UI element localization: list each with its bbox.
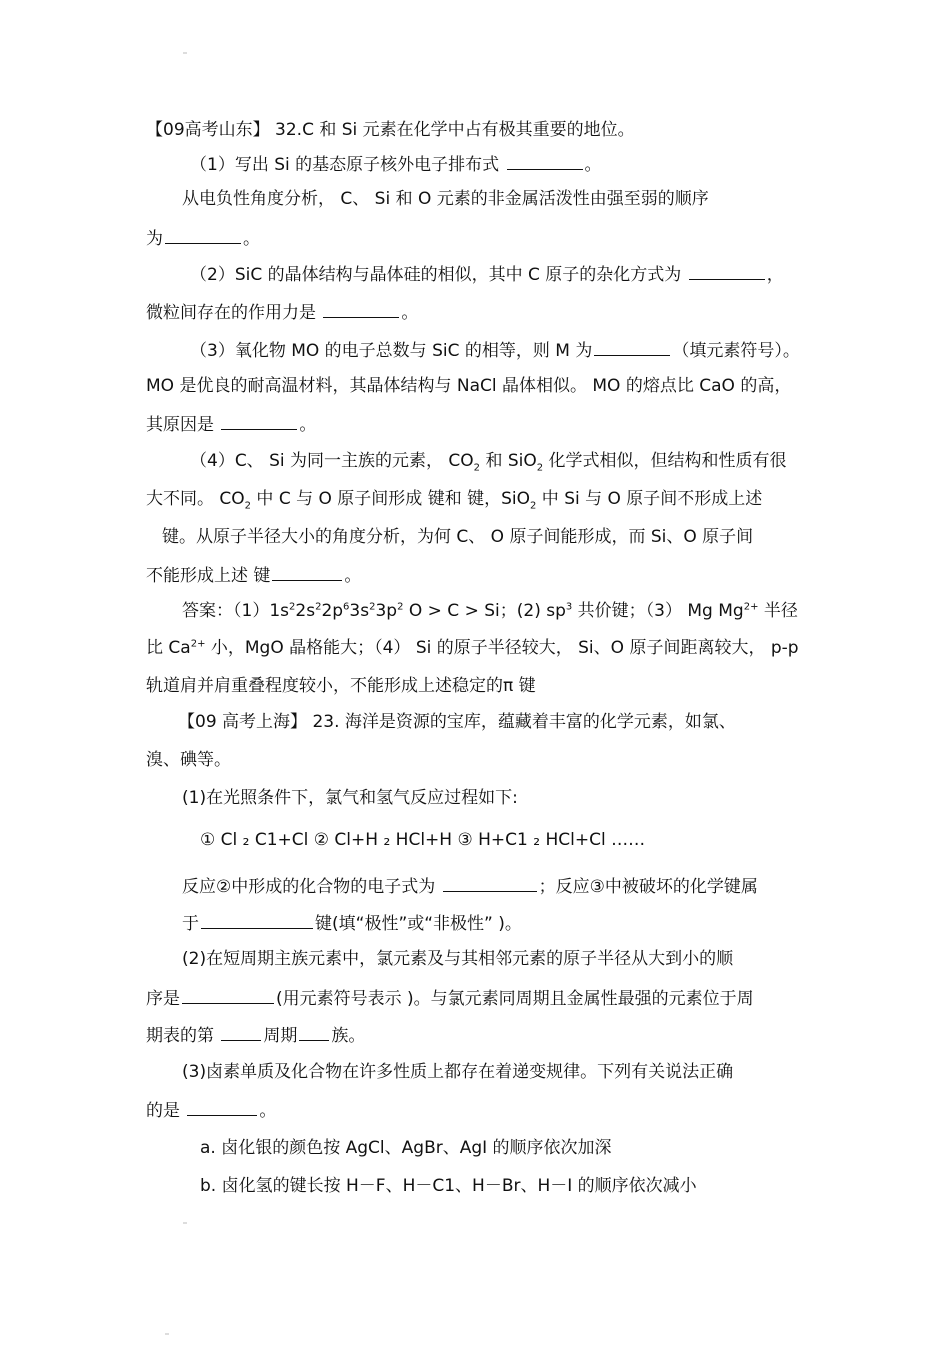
text: 轨道肩并肩重叠程度较小，不能形成上述稳定的π 键 <box>146 676 536 696</box>
answer-blank-radius-order[interactable] <box>182 986 274 1004</box>
answer-blank-element-m[interactable] <box>594 338 670 356</box>
text: 反应②中形成的化合物的电子式为 <box>182 877 441 897</box>
answer-blank-bond-type[interactable] <box>201 911 313 929</box>
text: 2 <box>315 601 322 613</box>
q2-part2-line1 <box>182 948 733 970</box>
text: (用元素符号表示 )。与氯元素同周期且金属性最强的元素位于周 <box>276 989 754 1009</box>
q1-part4-line3 <box>162 526 753 548</box>
q1-part4-line1 <box>190 450 787 472</box>
text: 的是 <box>146 1101 186 1121</box>
text: （填元素符号）。 <box>672 341 800 361</box>
text: 键(填“极性”或“非极性” )。 <box>315 914 522 934</box>
text: ① Cl ₂ C1+Cl ② Cl+H ₂ HCl+H ③ H+C1 ₂ HCl+Cl …… <box>200 830 646 850</box>
text: 微粒间存在的作用力是 <box>146 303 322 323</box>
text: 3p <box>375 601 398 621</box>
q2-part3-line2 <box>146 1098 276 1122</box>
answer-blank-interaction[interactable] <box>323 300 399 318</box>
text: 2 <box>244 500 252 512</box>
text: （2）SiC 的晶体结构与晶体硅的相似，其中 C 原子的杂化方式为 <box>190 265 687 285</box>
answer-line3 <box>146 675 536 697</box>
text: 序是 <box>146 989 180 1009</box>
text: MO 是优良的耐高温材料，其晶体结构与 NaCl 晶体相似。 MO 的熔点比 CaO 的高， <box>146 376 792 396</box>
q2-reactions <box>200 829 645 851</box>
text: O > C > Si；(2) sp <box>403 601 566 621</box>
answer-blank-activity-order[interactable] <box>165 226 241 244</box>
text: 。 <box>243 229 260 249</box>
q2-part1-line2 <box>182 874 758 898</box>
q2-part3-line1 <box>182 1061 733 1083</box>
q1-part1-line <box>190 152 602 176</box>
page-mark-top <box>183 52 187 54</box>
text: b. 卤化氢的键长按 H－F、H－C1、H－Br、H－I 的顺序依次减小 <box>200 1176 697 1196</box>
answer-line2 <box>146 637 799 659</box>
question2-header <box>178 711 736 733</box>
question2-header-line2 <box>146 749 231 771</box>
text: 2p <box>321 601 344 621</box>
answer-blank-period[interactable] <box>221 1023 261 1041</box>
text: 3 <box>565 601 573 613</box>
text: 于 <box>182 914 199 934</box>
text: 小，MgO 晶格能大；（4） Si 的原子半径较大， Si、O 原子间距离较大， p-p <box>205 638 799 658</box>
text: 中 C 与 O 原子间形成 键和 键，SiO <box>251 489 531 509</box>
question1-header-text: 【09高考山东】 32.C 和 Si 元素在化学中占有极其重要的地位。 <box>146 120 635 140</box>
text: 答案：（1）1s <box>182 601 289 621</box>
text: 2 <box>530 500 537 512</box>
text: 半径 <box>758 601 798 621</box>
text: (1)在光照条件下，氯气和氢气反应过程如下: <box>182 788 518 808</box>
q1-part3-line1 <box>190 338 800 362</box>
text: 2s <box>295 601 316 621</box>
text: 2 <box>397 601 404 613</box>
text: 6 <box>343 601 350 613</box>
q2-part2-line2 <box>146 986 754 1010</box>
answer-line1 <box>182 600 798 622</box>
text: 。 <box>401 303 419 323</box>
q1-part4-line2 <box>146 488 762 510</box>
text: 3s <box>349 601 370 621</box>
text: 。 <box>584 155 602 175</box>
answer-blank-electron-formula[interactable] <box>443 874 537 892</box>
text: 共价键；（3） Mg Mg <box>572 601 744 621</box>
q1-part4-line4 <box>146 563 361 587</box>
answer-blank-electron-config[interactable] <box>507 152 583 170</box>
text: 化学式相似，但结构和性质有很 <box>543 451 787 471</box>
q2-part2-line3 <box>146 1023 365 1047</box>
text: 为 <box>146 229 163 249</box>
text: （4）C、 Si 为同一主族的元素， CO <box>190 451 474 471</box>
text: 其原因是 <box>146 415 220 435</box>
text: (2)在短周期主族元素中，氯元素及与其相邻元素的原子半径从大到小的顺 <box>182 949 734 969</box>
text: 。 <box>259 1101 277 1121</box>
text: 2 <box>289 601 296 613</box>
q1-part1-line3 <box>146 226 260 250</box>
text: 。 <box>299 415 317 435</box>
text: ；反应③中被破坏的化学键属 <box>538 877 758 897</box>
text: ， <box>766 265 784 285</box>
answer-blank-correct-option[interactable] <box>187 1098 257 1116</box>
text: 从电负性角度分析， C、 Si 和 O 元素的非金属活泼性由强至弱的顺序 <box>182 189 709 209</box>
answer-blank-reason[interactable] <box>221 412 297 430</box>
text: 族。 <box>331 1026 366 1046</box>
q1-part3-line2 <box>146 375 791 397</box>
q2-part1-line3 <box>182 911 522 935</box>
q1-part3-line3 <box>146 412 316 436</box>
text: 溴、碘等。 <box>146 750 231 770</box>
text: 周期 <box>263 1026 298 1046</box>
text: 大不同。 CO <box>146 489 245 509</box>
q1-part2-line2 <box>146 300 418 324</box>
answer-blank-pi-bond[interactable] <box>272 563 342 581</box>
text: (3)卤素单质及化合物在许多性质上都存在着递变规律。下列有关说法正确 <box>182 1062 734 1082</box>
q1-part2-line1 <box>190 262 784 286</box>
answer-blank-group[interactable] <box>299 1023 329 1041</box>
text: 。 <box>344 566 362 586</box>
text: 【09 高考上海】 23. 海洋是资源的宝库，蕴藏着丰富的化学元素，如氯、 <box>178 712 736 732</box>
answer-blank-hybridization[interactable] <box>689 262 765 280</box>
q2-part1-line1 <box>182 787 518 809</box>
text: 2 <box>473 462 481 474</box>
text: 键。从原子半径大小的角度分析，为何 C、 O 原子间能形成，而 Si、O 原子间 <box>162 527 754 547</box>
q2-option-b <box>200 1175 697 1197</box>
text: （1）写出 Si 的基态原子核外电子排布式 <box>190 155 505 175</box>
page-mark-mid <box>183 1222 187 1224</box>
text: 比 Ca <box>146 638 191 658</box>
q2-option-a <box>200 1137 612 1159</box>
text: 2 <box>536 462 544 474</box>
q1-part1-line2 <box>182 188 709 210</box>
page-mark-bottom <box>165 1333 169 1335</box>
text: 期表的第 <box>146 1026 220 1046</box>
text: 中 Si 与 O 原子间不形成上述 <box>536 489 763 509</box>
text: 2+ <box>743 601 759 613</box>
text: 不能形成上述 键 <box>146 566 271 586</box>
text: （3）氧化物 MO 的电子总数与 SiC 的相等，则 M 为 <box>190 341 593 361</box>
text: a. 卤化银的颜色按 AgCl、AgBr、AgI 的顺序依次加深 <box>200 1138 612 1158</box>
question1-header <box>146 119 635 141</box>
text: 2 <box>369 601 376 613</box>
text: 2+ <box>190 638 206 650</box>
text: 和 SiO <box>480 451 537 471</box>
